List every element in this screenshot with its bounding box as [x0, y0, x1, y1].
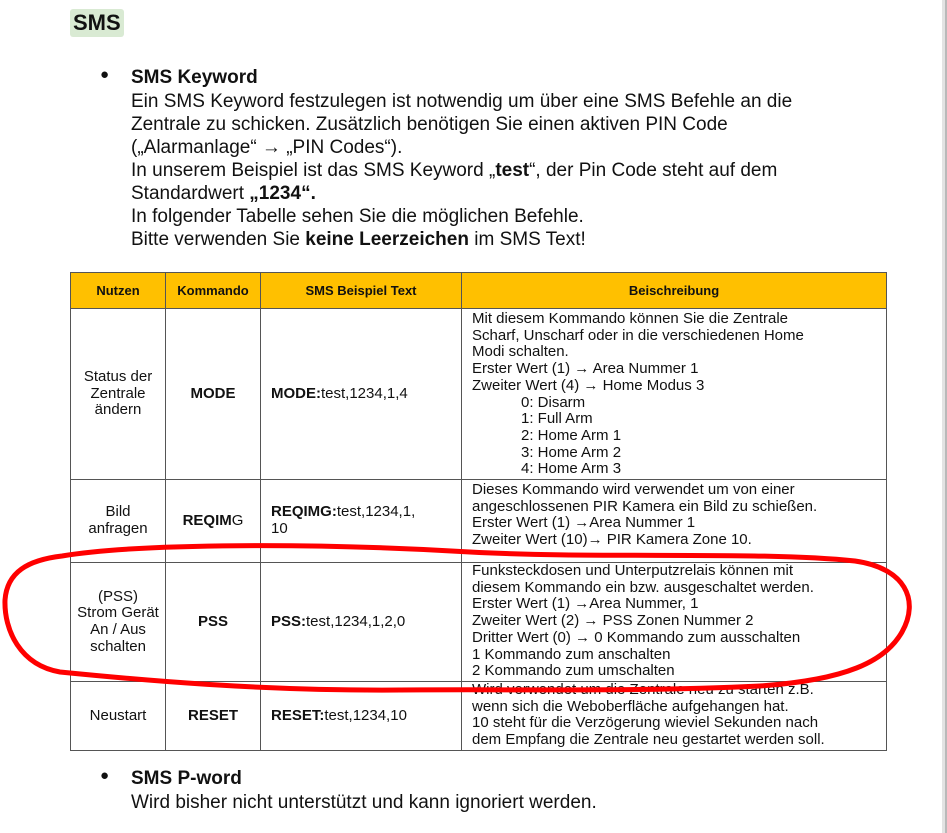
row-example-cell: MODE:test,1234,1,4 [261, 309, 462, 480]
row-description-cell: Mit diesem Kommando können Sie die Zentrale Scharf, Unscharf oder in die verschiedenen Home Modi schalten. Erster Wert (1) → Area Nummer 1 Zweiter Wert (4) → Home Modus 3 0: Disarm 1: Full Arm 2: Home Arm 1 3: Home Arm 2 4: Home Arm 3 [462, 309, 887, 480]
row-command-cell: MODE [166, 309, 261, 480]
keyword-line-7: Bitte verwenden Sie keine Leerzeichen im SMS Text! [131, 229, 586, 250]
keyword-line-1: Ein SMS Keyword festzulegen ist notwendig um über eine SMS Befehle an die [131, 91, 793, 112]
row-example-cell: RESET:test,1234,10 [261, 681, 462, 750]
row-use-cell: Status der Zentrale ändern [71, 309, 166, 480]
pword-title: SMS P-word [131, 768, 242, 789]
keyword-line-2: Zentrale zu schicken. Zusätzlich benötigen Sie einen aktiven PIN Code [131, 114, 728, 135]
header-nutzen: Nutzen [71, 273, 166, 309]
row-command-cell: PSS [166, 563, 261, 682]
row-description-cell: Wird verwendet um die Zentrale neu zu starten z.B. wenn sich die Weboberfläche aufgehangen hat. 10 steht für die Verzögerung wieviel Sekunden nach dem Empfang die Zentrale neu gestartet werden soll. [462, 681, 887, 750]
pword-line-1: Wird bisher nicht unterstützt und kann ignoriert werden. [131, 792, 597, 813]
command-table [70, 272, 887, 751]
keyword-line-6: In folgender Tabelle sehen Sie die möglichen Befehle. [131, 206, 584, 227]
row-command-cell: RESET [166, 681, 261, 750]
row-example-cell: PSS:test,1234,1,2,0 [261, 563, 462, 682]
row-description-cell: Funksteckdosen und Unterputzrelais können mit diesem Kommando ein bzw. ausgeschaltet werden. Erster Wert (1) →Area Nummer, 1 Zweiter Wert (2) → PSS Zonen Nummer 2 Dritter Wert (0) → 0 Kommando zum ausschalten 1 Kommando zum anschalten 2 Kommando zum umschalten [462, 563, 887, 682]
row-description-cell: Dieses Kommando wird verwendet um von einer angeschlossenen PIR Kamera ein Bild zu schießen. Erster Wert (1) →Area Nummer 1 Zweiter Wert (10)→ PIR Kamera Zone 10. [462, 480, 887, 563]
table-row [71, 480, 887, 563]
bullet-dot: ● [100, 66, 110, 83]
row-use-cell: Bild anfragen [71, 480, 166, 563]
table-header-row [71, 273, 887, 309]
table-row [71, 563, 887, 682]
table-row [71, 309, 887, 480]
header-kommando: Kommando [166, 273, 261, 309]
keyword-title: SMS Keyword [131, 67, 258, 88]
row-example-cell: REQIMG:test,1234,1, 10 [261, 480, 462, 563]
header-beschreibung: Beischreibung [462, 273, 887, 309]
bullet-dot: ● [100, 767, 110, 784]
keyword-line-3: („Alarmanlage“ → „PIN Codes“). [131, 137, 403, 158]
keyword-line-4: In unserem Beispiel ist das SMS Keyword „test“, der Pin Code steht auf dem [131, 160, 778, 181]
row-use-cell: (PSS) Strom Gerät An / Aus schalten [71, 563, 166, 682]
row-use-cell: Neustart [71, 681, 166, 750]
section-heading: SMS [70, 9, 124, 37]
table-row [71, 681, 887, 750]
row-command-cell: REQIMG [166, 480, 261, 563]
header-beispiel: SMS Beispiel Text [261, 273, 462, 309]
keyword-line-5: Standardwert „1234“. [131, 183, 316, 204]
